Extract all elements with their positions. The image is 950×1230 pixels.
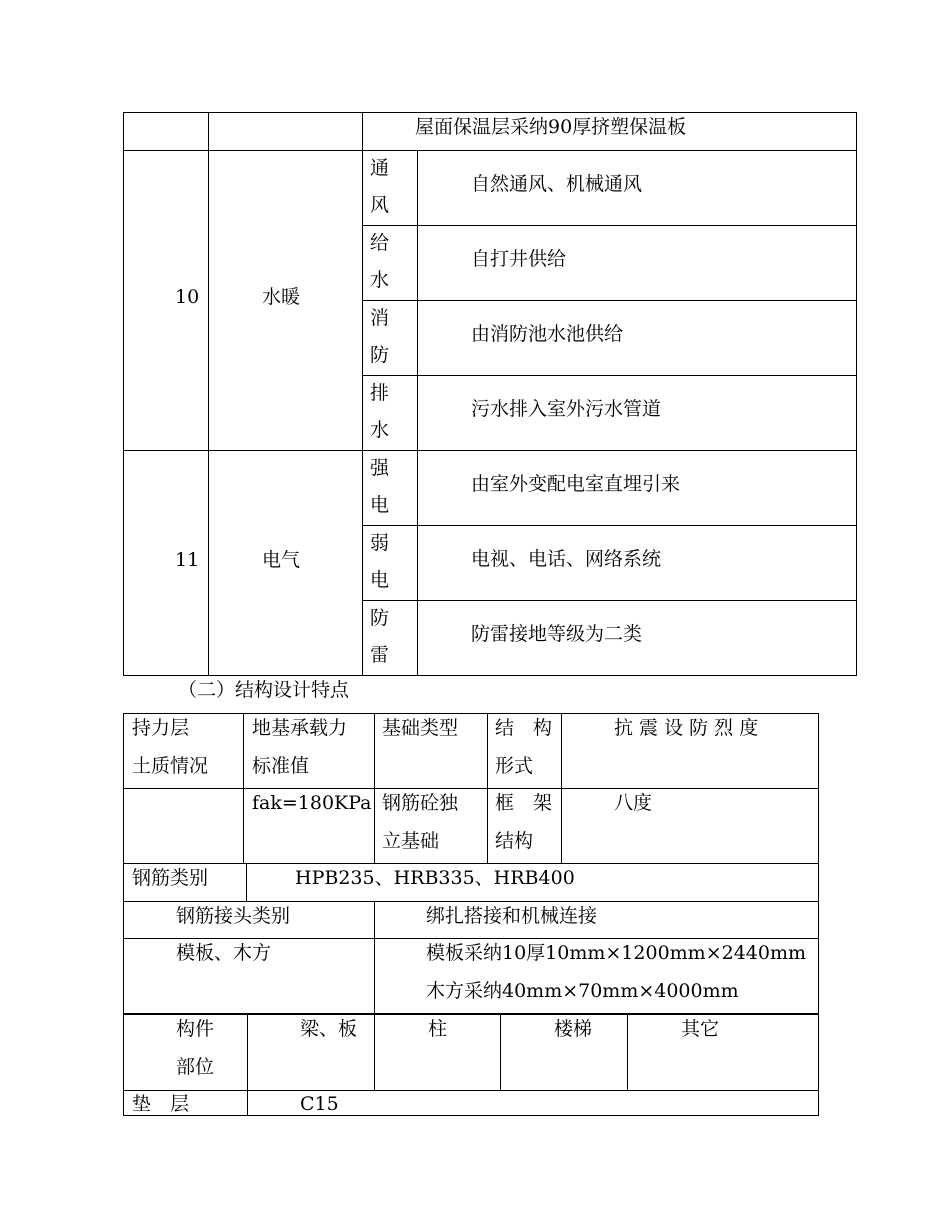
item-desc-fire-protection: 由消防池水池供给 <box>471 323 624 345</box>
item-desc-lightning: 防雷接地等级为二类 <box>471 623 643 645</box>
row-10-number: 10 <box>175 286 200 308</box>
roof-insulation-text: 屋面保温层采纳90厚挤塑保温板 <box>415 116 687 138</box>
value-foundation-line2: 立基础 <box>382 830 440 852</box>
cushion-label: 垫 层 <box>132 1093 190 1115</box>
item-label-ventilation: 通风 <box>370 157 390 216</box>
value-seismic-intensity: 八度 <box>614 792 653 814</box>
row-11-number: 11 <box>175 549 200 571</box>
value-bearing-capacity: fak=180KPa <box>252 792 372 814</box>
formwork-value-line2: 木方采纳40mm×70mm×4000mm <box>426 980 739 1002</box>
item-desc-drainage: 污水排入室外污水管道 <box>471 398 662 420</box>
component-column: 柱 <box>428 1018 448 1040</box>
row-11-name: 电气 <box>262 549 301 571</box>
rebar-type-value: HPB235、HRB335、HRB400 <box>295 867 575 889</box>
value-structure-line2: 结构 <box>495 830 534 852</box>
header-seismic-intensity: 抗 震 设 防 烈 度 <box>614 717 759 739</box>
component-beam-slab: 梁、板 <box>300 1018 358 1040</box>
component-stairs: 楼梯 <box>554 1018 593 1040</box>
row-10-name: 水暖 <box>262 286 301 308</box>
component-header-line2: 部位 <box>176 1056 215 1078</box>
rebar-joint-label: 钢筋接头类别 <box>176 905 291 927</box>
header-structure-form-line2: 形式 <box>495 755 534 777</box>
item-desc-weak-current: 电视、电话、网络系统 <box>471 548 662 570</box>
item-label-weak-current: 弱电 <box>370 532 390 591</box>
component-other: 其它 <box>681 1018 720 1040</box>
item-label-strong-current: 强电 <box>370 457 390 516</box>
component-header-line1: 构件 <box>176 1018 215 1040</box>
header-bearing-layer-line1: 持力层 <box>132 717 190 739</box>
item-desc-water-supply: 自打井供给 <box>471 248 567 270</box>
header-bearing-capacity-line2: 标准值 <box>252 755 310 777</box>
header-bearing-capacity-line1: 地基承载力 <box>252 717 348 739</box>
rebar-type-label: 钢筋类别 <box>132 867 209 889</box>
item-desc-ventilation: 自然通风、机械通风 <box>471 173 643 195</box>
item-label-lightning: 防雷 <box>370 607 390 666</box>
rebar-joint-value: 绑扎搭接和机械连接 <box>426 905 598 927</box>
item-label-drainage: 排水 <box>370 382 390 441</box>
item-label-fire-protection: 消防 <box>370 307 390 366</box>
header-structure-form-line1: 结 构 <box>495 717 553 739</box>
cushion-value: C15 <box>300 1093 339 1115</box>
header-foundation-type: 基础类型 <box>382 717 459 739</box>
header-bearing-layer-line2: 土质情况 <box>132 755 209 777</box>
value-structure-line1: 框 架 <box>495 792 553 814</box>
formwork-label: 模板、木方 <box>176 942 272 964</box>
value-foundation-line1: 钢筋砼独 <box>382 792 459 814</box>
item-label-water-supply: 给水 <box>370 232 390 291</box>
section-title: （二）结构设计特点 <box>178 679 350 701</box>
formwork-value-line1: 模板采纳10厚10mm×1200mm×2440mm <box>426 942 807 964</box>
item-desc-strong-current: 由室外变配电室直埋引来 <box>471 473 681 495</box>
